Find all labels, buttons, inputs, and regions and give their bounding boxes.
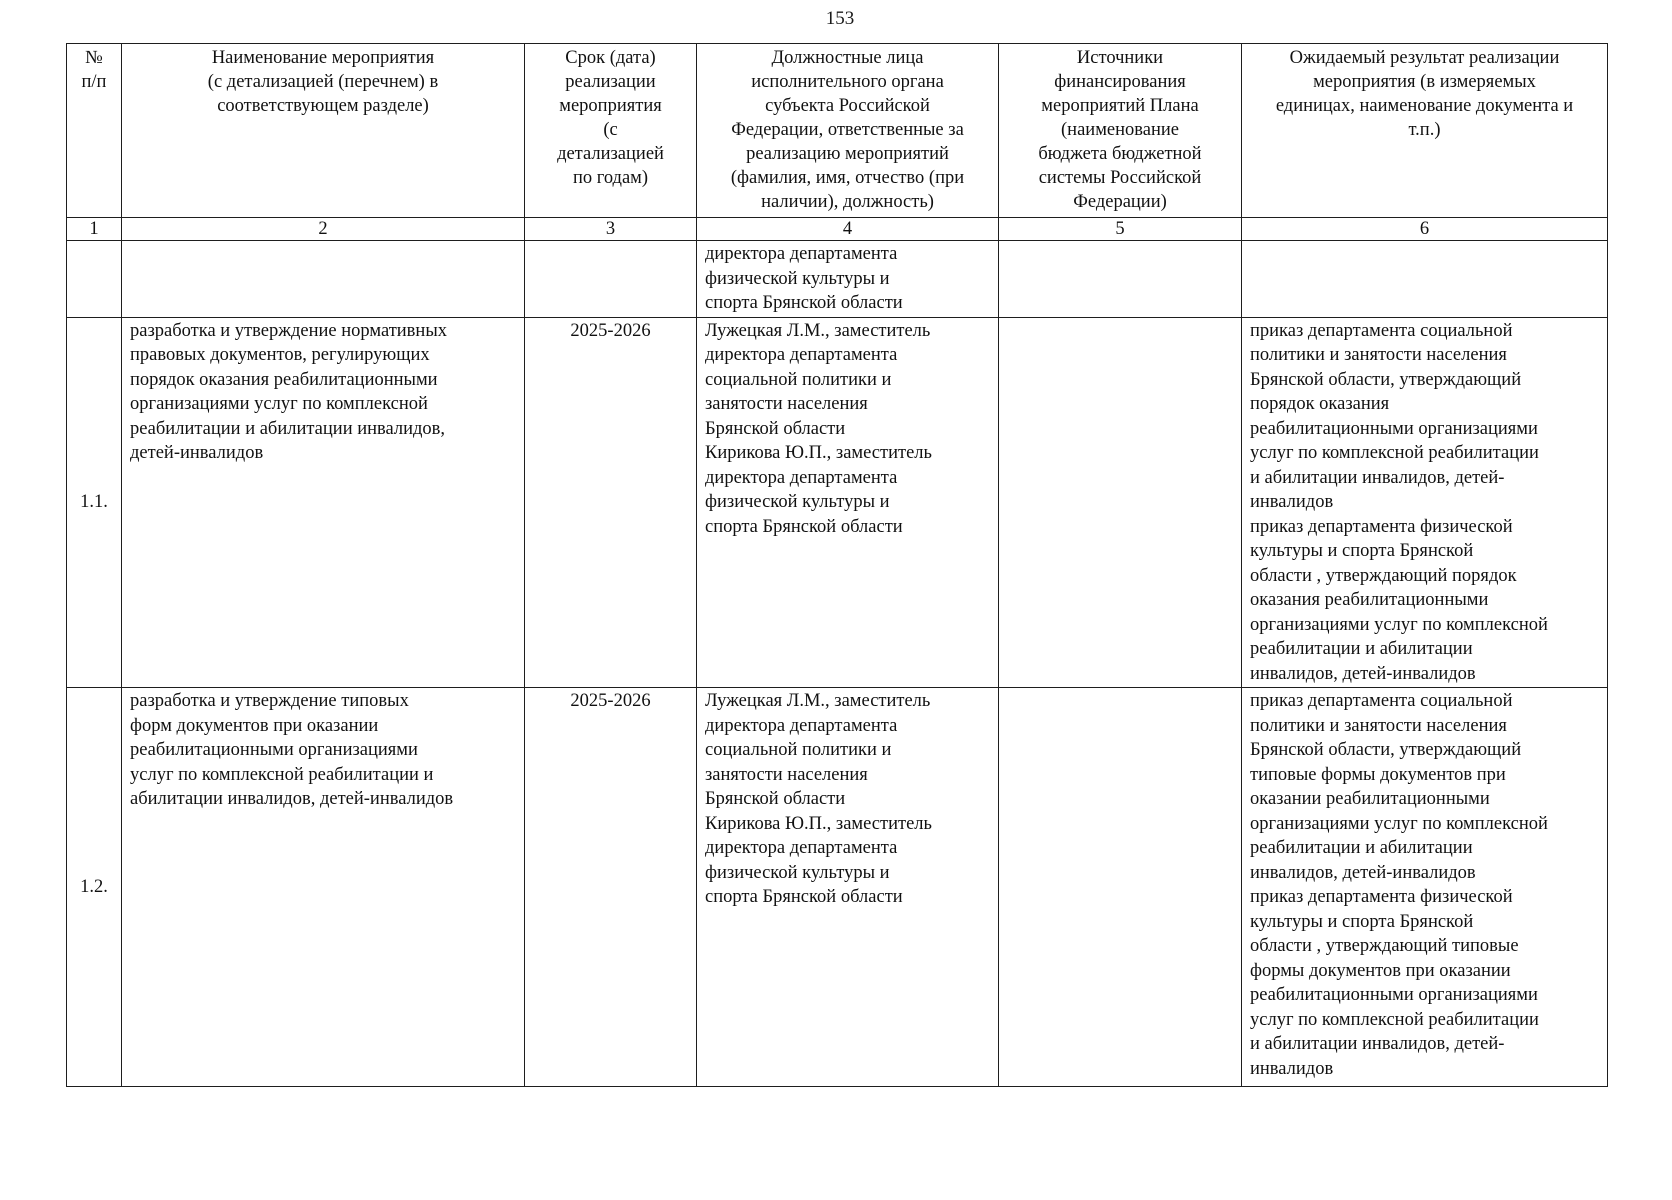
text-line: реабилитации и абилитации инвалидов,: [130, 418, 446, 439]
column-number: 4: [697, 218, 999, 241]
expected-result: [1242, 317, 1608, 688]
continuation-row: [67, 241, 1608, 318]
text-line: финансирования: [1054, 72, 1186, 92]
text-line: Должностные лица: [771, 48, 924, 68]
activity-name: [122, 688, 525, 1087]
text-line: Срок (дата): [565, 48, 656, 68]
text-line: директора департамента: [705, 244, 898, 264]
text-line: культуры и спорта Брянской: [1250, 541, 1474, 561]
funding-source: [999, 688, 1242, 1087]
column-number: 3: [525, 218, 697, 241]
text-line: (с детализацией (перечнем) в: [207, 72, 439, 92]
text-line: абилитации инвалидов, детей-инвалидов: [130, 789, 454, 809]
text-line: культуры и спорта Брянской: [1250, 911, 1474, 932]
text-line: политики и занятости населения: [1250, 345, 1507, 365]
text-line: области , утверждающий типовые: [1250, 936, 1519, 956]
text-line: п/п: [81, 72, 107, 92]
cont-name-cell: [122, 241, 525, 318]
text-line: системы Российской: [1038, 168, 1202, 188]
header-cell-activity-name: [122, 44, 525, 218]
text-line: организациями услуг по комплексной: [130, 394, 428, 414]
column-number-row: [67, 218, 1608, 241]
column-number: 5: [999, 218, 1242, 241]
text-line: т.п.): [1408, 120, 1441, 140]
header-cell-term: [525, 44, 697, 218]
text-line: Федерации, ответственные за: [731, 120, 964, 140]
page-number: 153: [825, 8, 855, 29]
text-line: оказания реабилитационными: [1250, 590, 1489, 610]
text-line: услуг по комплексной реабилитации: [1250, 443, 1539, 463]
funding-source: [999, 317, 1242, 688]
text-line: физической культуры и: [705, 268, 890, 289]
text-line: директора департамента: [705, 345, 898, 365]
text-line: мероприятия (в измеряемых: [1313, 72, 1536, 92]
text-line: типовые формы документов при: [1250, 764, 1506, 785]
activities-table: [66, 43, 1608, 1087]
text-line: физической культуры и: [705, 862, 890, 883]
text-line: и абилитации инвалидов, детей-: [1250, 467, 1505, 488]
text-line: мероприятия: [559, 96, 662, 116]
text-line: реабилитации и абилитации: [1250, 639, 1473, 659]
text-line: субъекта Российской: [765, 96, 930, 116]
text-line: Брянской области, утверждающий: [1250, 369, 1522, 390]
table-row: [67, 317, 1608, 688]
text-line: Лужецкая Л.М., заместитель: [705, 691, 931, 711]
text-line: правовых документов, регулирующих: [130, 345, 430, 365]
text-line: и абилитации инвалидов, детей-: [1250, 1034, 1505, 1054]
text-line: политики и занятости населения: [1250, 715, 1507, 736]
text-line: директора департамента: [705, 838, 898, 858]
row-number: 1.1.: [67, 317, 122, 688]
cont-responsible-cell: [697, 241, 999, 318]
text-line: №: [85, 48, 103, 68]
header-cell-funding: [999, 44, 1242, 218]
text-line: Лужецкая Л.М., заместитель: [705, 320, 931, 341]
expected-result: [1242, 688, 1608, 1087]
cont-term-cell: [525, 241, 697, 318]
text-line: инвалидов: [1250, 1058, 1334, 1079]
text-line: разработка и утверждение нормативных: [130, 320, 448, 341]
text-line: детализацией: [557, 144, 664, 164]
text-line: реабилитационными организациями: [1250, 418, 1538, 439]
text-line: порядок оказания: [1250, 394, 1390, 414]
text-line: Брянской области, утверждающий: [1250, 740, 1522, 760]
text-line: Федерации): [1073, 192, 1167, 212]
text-line: приказ департамента социальной: [1250, 320, 1513, 341]
text-line: (наименование: [1061, 120, 1179, 140]
text-line: реализации: [565, 72, 656, 92]
text-line: форм документов при оказании: [130, 715, 379, 736]
text-line: услуг по комплексной реабилитации и: [130, 764, 434, 785]
table-row: [67, 688, 1608, 1087]
text-line: (с: [603, 120, 618, 140]
table-header-row: [67, 44, 1608, 218]
text-line: организациями услуг по комплексной: [1250, 614, 1548, 635]
responsible-persons: [697, 317, 999, 688]
text-line: спорта Брянской области: [705, 887, 903, 907]
cont-funding-cell: [999, 241, 1242, 318]
text-line: спорта Брянской области: [705, 516, 903, 537]
cont-number-cell: [67, 241, 122, 318]
text-line: Брянской области: [705, 418, 846, 439]
text-line: Наименование мероприятия: [211, 48, 435, 68]
text-line: реабилитации и абилитации: [1250, 838, 1473, 858]
text-line: услуг по комплексной реабилитации: [1250, 1009, 1539, 1030]
text-line: спорта Брянской области: [705, 293, 903, 313]
text-line: директора департамента: [705, 467, 898, 488]
text-line: разработка и утверждение типовых: [130, 691, 409, 711]
text-line: инвалидов, детей-инвалидов: [1250, 862, 1476, 883]
column-number: 2: [122, 218, 525, 241]
text-line: организациями услуг по комплексной: [1250, 813, 1548, 834]
column-number: 6: [1242, 218, 1608, 241]
text-line: занятости населения: [705, 764, 868, 785]
text-line: Брянской области: [705, 789, 846, 809]
text-line: порядок оказания реабилитационными: [130, 369, 438, 390]
text-line: реабилитационными организациями: [1250, 985, 1538, 1005]
text-line: инвалидов, детей-инвалидов: [1250, 663, 1476, 684]
activity-term: 2025-2026: [525, 688, 697, 1087]
text-line: исполнительного органа: [751, 72, 944, 92]
responsible-persons: [697, 688, 999, 1087]
text-line: приказ департамента физической: [1250, 516, 1513, 537]
header-cell-responsible: [697, 44, 999, 218]
text-line: Кирикова Ю.П., заместитель: [705, 813, 932, 834]
text-line: оказании реабилитационными: [1250, 789, 1490, 809]
text-line: занятости населения: [705, 394, 868, 414]
activity-name: [122, 317, 525, 688]
text-line: физической культуры и: [705, 492, 890, 512]
text-line: реабилитационными организациями: [130, 740, 418, 760]
header-cell-number: [67, 44, 122, 218]
text-line: социальной политики и: [705, 369, 892, 390]
text-line: бюджета бюджетной: [1038, 144, 1202, 164]
text-line: реализацию мероприятий: [746, 144, 949, 164]
text-line: Кирикова Ю.П., заместитель: [705, 443, 932, 463]
text-line: директора департамента: [705, 715, 898, 736]
activity-term: 2025-2026: [525, 317, 697, 688]
text-line: приказ департамента физической: [1250, 887, 1513, 907]
cont-result-cell: [1242, 241, 1608, 318]
text-line: инвалидов: [1250, 492, 1334, 512]
text-line: области , утверждающий порядок: [1250, 565, 1517, 586]
text-line: Источники: [1076, 48, 1164, 68]
column-number: 1: [67, 218, 122, 241]
text-line: единицах, наименование документа и: [1275, 96, 1574, 116]
text-line: приказ департамента социальной: [1250, 691, 1513, 711]
text-line: Ожидаемый результат реализации: [1289, 48, 1560, 68]
text-line: наличии), должность): [761, 192, 934, 212]
text-line: социальной политики и: [705, 740, 892, 760]
text-line: детей-инвалидов: [130, 443, 264, 463]
text-line: по годам): [572, 168, 649, 188]
text-line: соответствующем разделе): [217, 96, 429, 116]
text-line: формы документов при оказании: [1250, 960, 1511, 981]
text-line: мероприятий Плана: [1041, 96, 1199, 116]
row-number: 1.2.: [67, 688, 122, 1087]
header-cell-result: [1242, 44, 1608, 218]
text-line: (фамилия, имя, отчество (при: [730, 168, 965, 188]
